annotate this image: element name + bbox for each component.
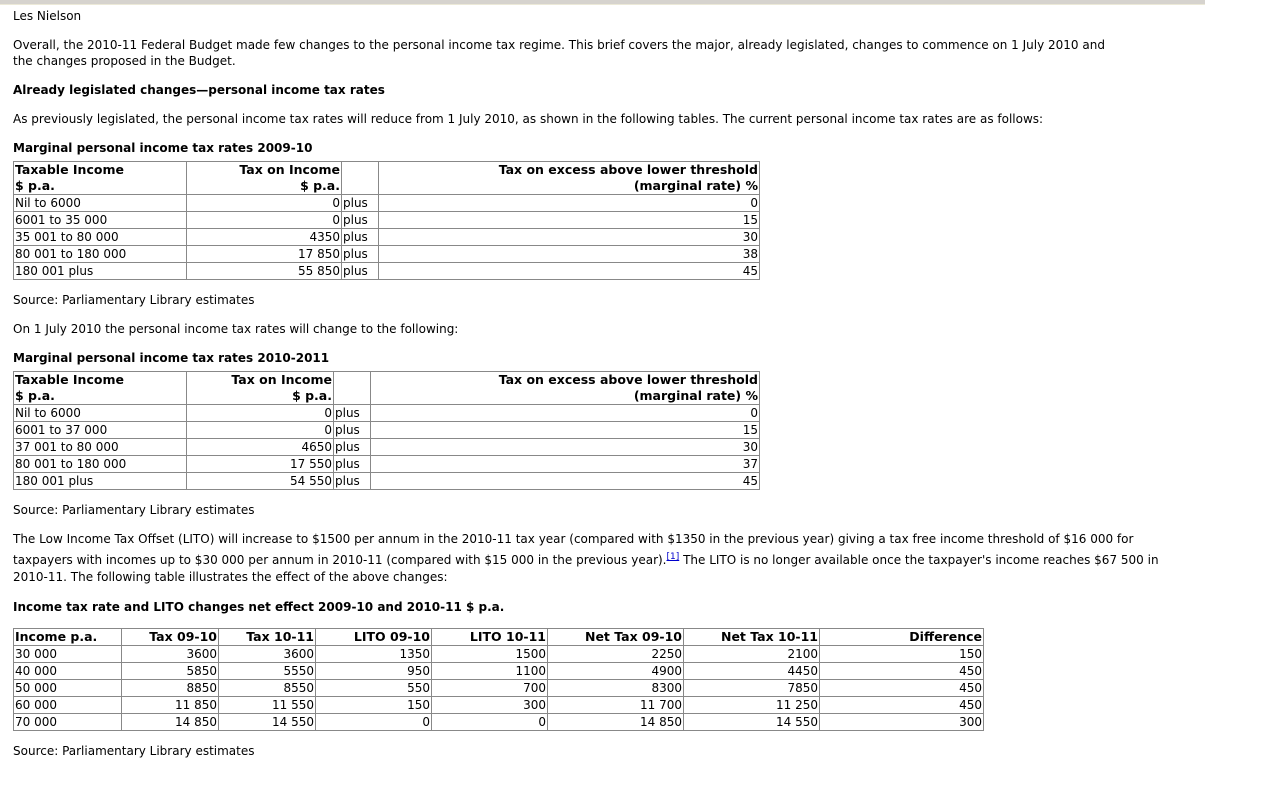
cell-rate: 37 [371,456,760,473]
header-line: $ p.a. [292,388,332,403]
window-top-edge [0,0,1205,5]
cell: 450 [820,697,984,714]
header-line: (marginal rate) % [633,178,758,193]
footnote-link[interactable]: [1] [666,552,680,562]
table-row [14,422,760,439]
cell: 11 250 [684,697,820,714]
table-header-row [14,372,760,405]
cell: 0 [316,714,432,731]
lito-text-part2: The LITO is no longer available once the taxpayer's income reaches $67 500 in 2010-11. The following table illustrates the effect of the above changes: [13,553,1159,584]
cell-income: 80 001 to 180 000 [14,246,187,263]
cell: 300 [820,714,984,731]
header-line: $ p.a. [300,178,340,193]
cell: 3600 [219,646,316,663]
footnote-ref [667,551,680,562]
cell: 0 [432,714,548,731]
cell-tax: 17 850 [187,246,342,263]
cell: 4900 [548,663,684,680]
table-row [14,405,760,422]
cell: 40 000 [14,663,122,680]
header-tax-1011: Tax 10-11 [219,629,316,646]
table-row [14,646,984,663]
table-row [14,697,984,714]
table1-title: Marginal personal income tax rates 2009-10 [13,141,313,155]
header-income: Income p.a. [14,629,122,646]
cell: 8850 [122,680,219,697]
header-line: $ p.a. [15,178,55,193]
cell: 550 [316,680,432,697]
cell-plus: plus [334,456,371,473]
cell-rate: 30 [379,229,760,246]
cell: 14 850 [548,714,684,731]
table-row [14,663,984,680]
cell-rate: 0 [379,195,760,212]
cell: 7850 [684,680,820,697]
cell: 2100 [684,646,820,663]
cell-income: 6001 to 35 000 [14,212,187,229]
header-line: Taxable Income [15,162,124,177]
table3-title: Income tax rate and LITO changes net effect 2009-10 and 2010-11 $ p.a. [13,600,505,614]
cell-tax: 4350 [187,229,342,246]
cell-rate: 38 [379,246,760,263]
header-tax-on-income [187,162,342,195]
header-lito-1011: LITO 10-11 [432,629,548,646]
cell-plus: plus [334,405,371,422]
cell-income: Nil to 6000 [14,405,187,422]
header-line: (marginal rate) % [633,388,758,403]
cell-plus: plus [334,473,371,490]
header-taxable-income [14,162,187,195]
lito-paragraph [13,531,1188,586]
cell-tax: 0 [187,195,342,212]
cell: 70 000 [14,714,122,731]
table-row [14,229,760,246]
cell: 11 850 [122,697,219,714]
header-line: Tax on Income [231,372,332,387]
cell-tax: 4650 [187,439,334,456]
header-marginal-rate [379,162,760,195]
cell: 950 [316,663,432,680]
cell: 300 [432,697,548,714]
table-header-row [14,629,984,646]
table-row [14,212,760,229]
header-line: Tax on excess above lower threshold [498,372,758,387]
cell: 14 550 [684,714,820,731]
cell-rate: 45 [379,263,760,280]
header-line: Tax on Income [239,162,340,177]
cell: 150 [820,646,984,663]
intro-paragraph: Overall, the 2010-11 Federal Budget made few changes to the personal income tax regime. This brief covers the major, already legislated, changes to commence on 1 July 2010 and the changes proposed in the Budget. [13,38,1105,68]
cell: 3600 [122,646,219,663]
table-rates-2010-11 [13,371,760,490]
cell-income: 6001 to 37 000 [14,422,187,439]
cell: 450 [820,663,984,680]
cell: 11 550 [219,697,316,714]
cell-plus: plus [342,195,379,212]
table-row [14,439,760,456]
table-row [14,680,984,697]
cell-income: 180 001 plus [14,263,187,280]
header-marginal-rate [371,372,760,405]
header-line: $ p.a. [15,388,55,403]
cell: 150 [316,697,432,714]
cell: 1350 [316,646,432,663]
cell: 11 700 [548,697,684,714]
cell: 60 000 [14,697,122,714]
cell-rate: 30 [371,439,760,456]
table-header-row [14,162,760,195]
table2-title: Marginal personal income tax rates 2010-2011 [13,351,330,365]
lito-text-part1: The Low Income Tax Offset (LITO) will increase to $1500 per annum in the 2010-11 tax year (compared with $1350 in the previous year) giving a tax free income threshold of $16 000 for taxpayers with incomes up to $30 000 per annum in 2010-11 (compared with $15 000 in the previous year). [13,532,1134,567]
header-tax-0910: Tax 09-10 [122,629,219,646]
table-row [14,456,760,473]
paragraph-current-rates: As previously legislated, the personal income tax rates will reduce from 1 July 2010, as shown in the following tables. The current personal income tax rates are as follows: [13,112,1044,126]
document-body [13,8,1193,759]
table-row [14,473,760,490]
cell: 50 000 [14,680,122,697]
cell-tax: 0 [187,405,334,422]
cell: 8300 [548,680,684,697]
cell-rate: 0 [371,405,760,422]
cell: 8550 [219,680,316,697]
cell: 5850 [122,663,219,680]
cell-tax: 54 550 [187,473,334,490]
header-net-tax-0910: Net Tax 09-10 [548,629,684,646]
cell-plus: plus [342,229,379,246]
cell-income: Nil to 6000 [14,195,187,212]
paragraph-new-rates: On 1 July 2010 the personal income tax rates will change to the following: [13,322,459,336]
cell-plus: plus [342,246,379,263]
cell: 2250 [548,646,684,663]
header-plus [334,372,371,405]
cell-tax: 0 [187,212,342,229]
cell: 14 850 [122,714,219,731]
header-tax-on-income [187,372,334,405]
table-row [14,714,984,731]
cell-income: 35 001 to 80 000 [14,229,187,246]
cell: 14 550 [219,714,316,731]
table-row [14,246,760,263]
cell: 1100 [432,663,548,680]
cell-rate: 15 [379,212,760,229]
table-row [14,195,760,212]
lito-text [13,531,1188,586]
cell-plus: plus [334,439,371,456]
header-line: Tax on excess above lower threshold [498,162,758,177]
cell-rate: 15 [371,422,760,439]
table3-source: Source: Parliamentary Library estimates [13,744,255,758]
cell: 30 000 [14,646,122,663]
cell-tax: 0 [187,422,334,439]
cell: 1500 [432,646,548,663]
cell: 4450 [684,663,820,680]
cell: 5550 [219,663,316,680]
cell-income: 80 001 to 180 000 [14,456,187,473]
header-difference: Difference [820,629,984,646]
cell-rate: 45 [371,473,760,490]
cell-income: 180 001 plus [14,473,187,490]
cell-tax: 17 550 [187,456,334,473]
section-heading: Already legislated changes—personal income tax rates [13,83,385,97]
header-lito-0910: LITO 09-10 [316,629,432,646]
cell: 700 [432,680,548,697]
cell-plus: plus [342,212,379,229]
table-row [14,263,760,280]
table-net-effect [13,628,984,731]
header-line: Taxable Income [15,372,124,387]
author-name: Les Nielson [13,9,82,23]
cell-income: 37 001 to 80 000 [14,439,187,456]
cell-tax: 55 850 [187,263,342,280]
cell-plus: plus [334,422,371,439]
cell: 450 [820,680,984,697]
header-taxable-income [14,372,187,405]
header-net-tax-1011: Net Tax 10-11 [684,629,820,646]
header-plus [342,162,379,195]
table-rates-2009-10 [13,161,760,280]
table1-source: Source: Parliamentary Library estimates [13,293,255,307]
table2-source: Source: Parliamentary Library estimates [13,503,255,517]
cell-plus: plus [342,263,379,280]
